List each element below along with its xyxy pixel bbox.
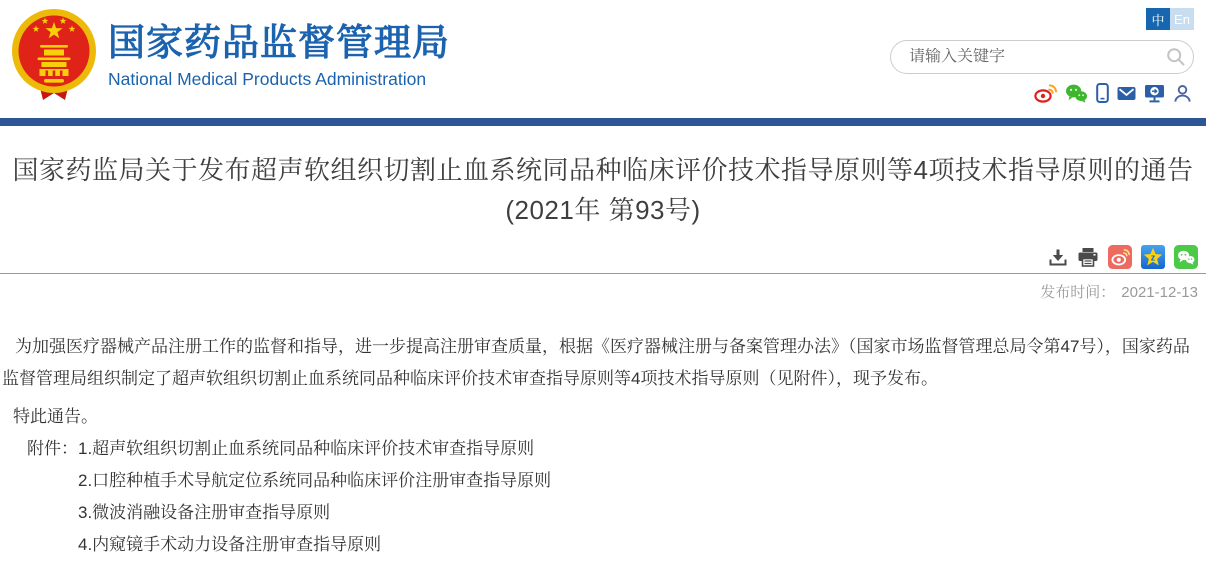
attachment-link-1[interactable]: 1.超声软组织切割止血系统同品种临床评价技术审查指导原则 (78, 439, 535, 458)
language-switch (1146, 8, 1194, 30)
attachment-label: 附件： (27, 439, 78, 458)
attachment-link-2[interactable]: 2.口腔种植手术导航定位系统同品种临床评价注册审查指导原则 (78, 471, 552, 490)
brand-text (108, 20, 450, 89)
article-tools (0, 244, 1206, 270)
screen-share-icon[interactable] (1144, 84, 1165, 103)
attachment-link-4[interactable]: 4.内窥镜手术动力设备注册审查指导原则 (78, 535, 382, 554)
header-divider-bar (0, 118, 1206, 126)
article (0, 150, 1206, 561)
article-title: 国家药监局关于发布超声软组织切割止血系统同品种临床评价技术指导原则等4项技术指导原则的通告 (12, 155, 1194, 185)
site-title-cn: 国家药品监督管理局 (108, 22, 450, 64)
download-icon[interactable] (1048, 247, 1068, 267)
attachment-link-3[interactable]: 3.微波消融设备注册审查指导原则 (78, 503, 331, 522)
publish-date (0, 281, 1206, 305)
search-icon[interactable] (1159, 40, 1193, 74)
article-body (0, 331, 1206, 561)
user-icon[interactable] (1173, 84, 1192, 103)
attachment-row-1 (0, 433, 1206, 465)
site-title-en: National Medical Products Administration (108, 68, 427, 89)
mail-icon[interactable] (1117, 86, 1136, 101)
title-divider (0, 273, 1206, 274)
site-logo[interactable] (10, 8, 450, 102)
mobile-icon[interactable] (1096, 83, 1109, 103)
search-box (890, 40, 1194, 74)
header-right (890, 8, 1194, 103)
publish-date-value: 2021-12-13 (1121, 284, 1198, 301)
document-number: (2021年 第93号) (505, 195, 701, 225)
attachment-row-3 (0, 497, 1206, 529)
lang-zh-button[interactable]: 中 (1146, 8, 1170, 30)
weibo-icon[interactable] (1034, 83, 1057, 103)
search-input[interactable] (891, 48, 1159, 66)
paragraph-notice: 特此通告。 (13, 407, 98, 426)
share-weibo-icon[interactable] (1108, 245, 1132, 269)
site-header (0, 0, 1206, 118)
svg-text:z: z (1150, 252, 1156, 263)
national-emblem-icon (10, 8, 98, 102)
paragraph-main: 为加强医疗器械产品注册工作的监督和指导，进一步提高注册审查质量，根据《医疗器械注册与备案管理办法》（国家市场监督管理总局令第47号），国家药品监督管理局组织制定了超声软组织切割止血系统同品种临床评价技术审查指导原则等4项技术指导原则（见附件），现予发布。 (2, 337, 1190, 388)
lang-en-button[interactable]: En (1170, 8, 1194, 30)
publish-date-label: 发布时间： (1040, 284, 1116, 301)
attachment-row-2 (0, 465, 1206, 497)
share-wechat-icon[interactable] (1174, 245, 1198, 269)
attachment-row-4 (0, 529, 1206, 561)
print-icon[interactable] (1077, 247, 1099, 267)
share-qzone-icon[interactable] (1141, 245, 1165, 269)
wechat-icon[interactable] (1065, 83, 1088, 103)
social-icons (1034, 83, 1194, 103)
